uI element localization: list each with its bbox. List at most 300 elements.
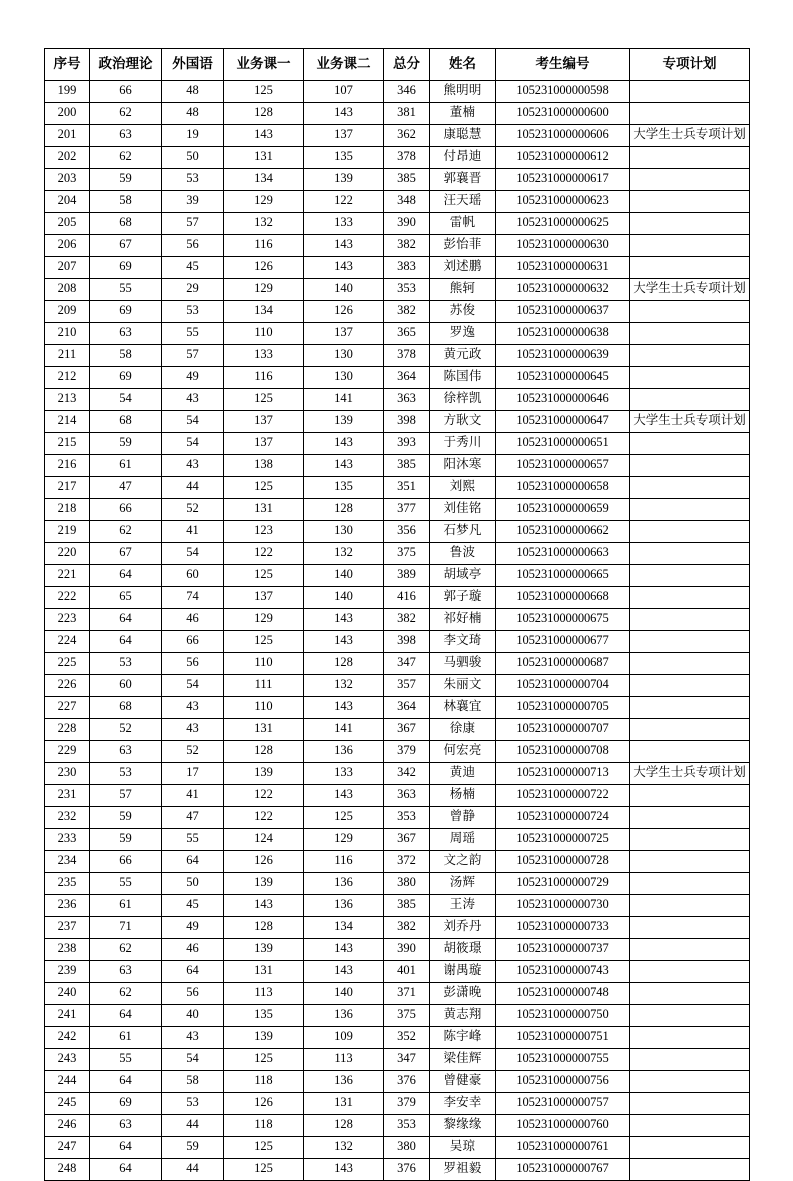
cell-total: 385 [384,169,430,191]
cell-exam-no: 105231000000617 [496,169,630,191]
cell-foreign: 53 [162,169,224,191]
cell-major1: 131 [224,147,304,169]
column-header-plan: 专项计划 [630,49,750,81]
cell-foreign: 44 [162,1115,224,1137]
cell-politics: 63 [90,125,162,147]
cell-major2: 137 [304,323,384,345]
cell-foreign: 74 [162,587,224,609]
table-row [45,455,750,477]
cell-name: 文之韵 [430,851,496,873]
cell-name: 刘熙 [430,477,496,499]
cell-seq: 240 [45,983,90,1005]
cell-plan [630,807,750,829]
table-row [45,389,750,411]
cell-politics: 55 [90,1049,162,1071]
cell-name: 熊轲 [430,279,496,301]
cell-exam-no: 105231000000748 [496,983,630,1005]
table-row [45,1159,750,1181]
table-row [45,851,750,873]
table-row [45,433,750,455]
column-header-major1: 业务课一 [224,49,304,81]
cell-major1: 129 [224,609,304,631]
cell-foreign: 56 [162,983,224,1005]
cell-seq: 205 [45,213,90,235]
cell-major1: 128 [224,917,304,939]
cell-total: 382 [384,609,430,631]
table-row [45,675,750,697]
cell-total: 371 [384,983,430,1005]
cell-major2: 109 [304,1027,384,1049]
cell-exam-no: 105231000000687 [496,653,630,675]
cell-foreign: 48 [162,81,224,103]
cell-major2: 135 [304,147,384,169]
cell-total: 362 [384,125,430,147]
cell-major1: 125 [224,631,304,653]
cell-major2: 107 [304,81,384,103]
table-row [45,939,750,961]
cell-foreign: 49 [162,917,224,939]
cell-foreign: 60 [162,565,224,587]
cell-major2: 143 [304,103,384,125]
cell-foreign: 57 [162,213,224,235]
table-row [45,147,750,169]
cell-plan [630,1027,750,1049]
cell-seq: 246 [45,1115,90,1137]
cell-major1: 118 [224,1071,304,1093]
cell-name: 方耿文 [430,411,496,433]
cell-major2: 140 [304,565,384,587]
cell-name: 郭襄晋 [430,169,496,191]
table-row [45,697,750,719]
cell-exam-no: 105231000000668 [496,587,630,609]
table-row [45,1027,750,1049]
cell-politics: 62 [90,983,162,1005]
cell-plan [630,455,750,477]
cell-major2: 141 [304,719,384,741]
cell-exam-no: 105231000000598 [496,81,630,103]
cell-total: 375 [384,543,430,565]
table-row [45,279,750,301]
cell-politics: 69 [90,301,162,323]
cell-name: 曾静 [430,807,496,829]
cell-foreign: 66 [162,631,224,653]
cell-plan: 大学生士兵专项计划 [630,763,750,785]
cell-politics: 68 [90,411,162,433]
table-row [45,169,750,191]
cell-politics: 53 [90,763,162,785]
cell-major2: 141 [304,389,384,411]
cell-total: 385 [384,455,430,477]
cell-major1: 125 [224,565,304,587]
cell-name: 林襄宜 [430,697,496,719]
cell-total: 347 [384,653,430,675]
table-row [45,807,750,829]
column-header-foreign: 外国语 [162,49,224,81]
cell-seq: 202 [45,147,90,169]
cell-plan: 大学生士兵专项计划 [630,279,750,301]
cell-major2: 136 [304,1071,384,1093]
cell-major1: 125 [224,389,304,411]
table-row [45,125,750,147]
table-row [45,741,750,763]
cell-exam-no: 105231000000737 [496,939,630,961]
cell-major2: 143 [304,433,384,455]
cell-plan [630,147,750,169]
cell-major2: 133 [304,213,384,235]
cell-major2: 128 [304,1115,384,1137]
cell-exam-no: 105231000000708 [496,741,630,763]
cell-politics: 61 [90,895,162,917]
cell-name: 朱丽文 [430,675,496,697]
cell-foreign: 43 [162,697,224,719]
cell-major1: 125 [224,477,304,499]
cell-plan [630,939,750,961]
cell-exam-no: 105231000000647 [496,411,630,433]
cell-total: 376 [384,1159,430,1181]
cell-foreign: 54 [162,411,224,433]
table-row [45,873,750,895]
cell-exam-no: 105231000000639 [496,345,630,367]
table-row [45,785,750,807]
cell-name: 苏俊 [430,301,496,323]
cell-politics: 65 [90,587,162,609]
table-row [45,1137,750,1159]
cell-major2: 140 [304,587,384,609]
cell-major2: 130 [304,367,384,389]
cell-name: 胡域亭 [430,565,496,587]
cell-major1: 131 [224,719,304,741]
cell-politics: 64 [90,631,162,653]
cell-plan [630,389,750,411]
cell-exam-no: 105231000000651 [496,433,630,455]
cell-major2: 128 [304,653,384,675]
cell-exam-no: 105231000000659 [496,499,630,521]
table-row [45,235,750,257]
table-row [45,367,750,389]
column-header-major2: 业务课二 [304,49,384,81]
cell-major2: 125 [304,807,384,829]
cell-name: 于秀川 [430,433,496,455]
cell-foreign: 54 [162,675,224,697]
cell-major2: 143 [304,697,384,719]
cell-major1: 134 [224,301,304,323]
cell-total: 393 [384,433,430,455]
cell-total: 372 [384,851,430,873]
table-row [45,609,750,631]
cell-major2: 132 [304,675,384,697]
cell-plan [630,587,750,609]
cell-plan [630,81,750,103]
cell-total: 364 [384,697,430,719]
cell-politics: 63 [90,323,162,345]
cell-foreign: 41 [162,785,224,807]
cell-name: 刘佳铭 [430,499,496,521]
cell-major1: 143 [224,125,304,147]
cell-total: 385 [384,895,430,917]
table-row [45,191,750,213]
cell-exam-no: 105231000000761 [496,1137,630,1159]
cell-plan [630,477,750,499]
cell-politics: 52 [90,719,162,741]
cell-major2: 134 [304,917,384,939]
cell-seq: 244 [45,1071,90,1093]
cell-foreign: 45 [162,257,224,279]
cell-plan [630,301,750,323]
cell-name: 周瑶 [430,829,496,851]
cell-name: 石梦凡 [430,521,496,543]
cell-total: 351 [384,477,430,499]
cell-politics: 61 [90,455,162,477]
cell-major1: 133 [224,345,304,367]
cell-exam-no: 105231000000612 [496,147,630,169]
cell-exam-no: 105231000000645 [496,367,630,389]
table-header-row [45,49,750,81]
cell-politics: 60 [90,675,162,697]
cell-foreign: 56 [162,235,224,257]
cell-seq: 243 [45,1049,90,1071]
cell-seq: 208 [45,279,90,301]
cell-foreign: 19 [162,125,224,147]
cell-seq: 201 [45,125,90,147]
cell-seq: 224 [45,631,90,653]
cell-major1: 139 [224,939,304,961]
cell-name: 马驷骏 [430,653,496,675]
cell-politics: 69 [90,367,162,389]
cell-total: 352 [384,1027,430,1049]
cell-total: 363 [384,785,430,807]
cell-name: 罗逸 [430,323,496,345]
cell-foreign: 46 [162,609,224,631]
cell-plan [630,169,750,191]
cell-name: 黎缘缘 [430,1115,496,1137]
table-row [45,565,750,587]
table-row [45,1115,750,1137]
cell-plan [630,1115,750,1137]
table-row [45,961,750,983]
cell-plan [630,213,750,235]
cell-major1: 139 [224,1027,304,1049]
cell-seq: 236 [45,895,90,917]
cell-exam-no: 105231000000663 [496,543,630,565]
cell-foreign: 52 [162,499,224,521]
cell-major1: 113 [224,983,304,1005]
cell-foreign: 54 [162,433,224,455]
cell-exam-no: 105231000000632 [496,279,630,301]
cell-seq: 207 [45,257,90,279]
cell-name: 黄元政 [430,345,496,367]
cell-name: 熊明明 [430,81,496,103]
cell-major2: 143 [304,631,384,653]
cell-exam-no: 105231000000675 [496,609,630,631]
cell-plan [630,1049,750,1071]
cell-seq: 210 [45,323,90,345]
cell-total: 353 [384,279,430,301]
cell-exam-no: 105231000000704 [496,675,630,697]
cell-plan [630,631,750,653]
cell-foreign: 59 [162,1137,224,1159]
cell-politics: 58 [90,191,162,213]
cell-name: 杨楠 [430,785,496,807]
cell-plan: 大学生士兵专项计划 [630,411,750,433]
cell-total: 390 [384,939,430,961]
cell-major1: 125 [224,1137,304,1159]
cell-name: 胡筱璟 [430,939,496,961]
table-row [45,1005,750,1027]
cell-major2: 135 [304,477,384,499]
cell-seq: 242 [45,1027,90,1049]
cell-exam-no: 105231000000623 [496,191,630,213]
cell-major2: 136 [304,1005,384,1027]
cell-name: 黄志翔 [430,1005,496,1027]
cell-total: 381 [384,103,430,125]
cell-major1: 137 [224,433,304,455]
cell-seq: 227 [45,697,90,719]
cell-plan [630,235,750,257]
cell-total: 364 [384,367,430,389]
cell-politics: 66 [90,81,162,103]
cell-seq: 206 [45,235,90,257]
cell-politics: 68 [90,697,162,719]
cell-foreign: 29 [162,279,224,301]
cell-name: 彭潇晚 [430,983,496,1005]
cell-total: 375 [384,1005,430,1027]
cell-seq: 204 [45,191,90,213]
cell-plan [630,433,750,455]
cell-total: 342 [384,763,430,785]
cell-seq: 212 [45,367,90,389]
column-header-exam-no: 考生编号 [496,49,630,81]
cell-seq: 222 [45,587,90,609]
cell-exam-no: 105231000000728 [496,851,630,873]
cell-foreign: 47 [162,807,224,829]
cell-seq: 234 [45,851,90,873]
table-row [45,477,750,499]
cell-exam-no: 105231000000630 [496,235,630,257]
cell-total: 357 [384,675,430,697]
cell-plan: 大学生士兵专项计划 [630,125,750,147]
cell-plan [630,1093,750,1115]
table-header [45,49,750,81]
cell-foreign: 53 [162,301,224,323]
cell-politics: 64 [90,1005,162,1027]
cell-exam-no: 105231000000757 [496,1093,630,1115]
cell-total: 378 [384,345,430,367]
cell-seq: 213 [45,389,90,411]
cell-seq: 214 [45,411,90,433]
cell-plan [630,873,750,895]
cell-major1: 116 [224,235,304,257]
cell-politics: 62 [90,147,162,169]
column-header-seq: 序号 [45,49,90,81]
cell-major1: 111 [224,675,304,697]
cell-plan [630,961,750,983]
cell-plan [630,1137,750,1159]
cell-total: 365 [384,323,430,345]
column-header-name: 姓名 [430,49,496,81]
cell-major1: 137 [224,587,304,609]
cell-total: 346 [384,81,430,103]
cell-name: 雷帆 [430,213,496,235]
cell-major1: 138 [224,455,304,477]
cell-politics: 63 [90,741,162,763]
cell-foreign: 44 [162,477,224,499]
cell-name: 董楠 [430,103,496,125]
cell-politics: 67 [90,543,162,565]
cell-exam-no: 105231000000729 [496,873,630,895]
cell-total: 380 [384,1137,430,1159]
cell-exam-no: 105231000000658 [496,477,630,499]
cell-total: 401 [384,961,430,983]
cell-foreign: 50 [162,147,224,169]
cell-seq: 245 [45,1093,90,1115]
cell-exam-no: 105231000000631 [496,257,630,279]
cell-foreign: 40 [162,1005,224,1027]
cell-seq: 247 [45,1137,90,1159]
cell-name: 刘述鹏 [430,257,496,279]
cell-plan [630,983,750,1005]
cell-major2: 143 [304,785,384,807]
cell-major2: 131 [304,1093,384,1115]
cell-major1: 126 [224,851,304,873]
cell-foreign: 57 [162,345,224,367]
cell-seq: 220 [45,543,90,565]
cell-seq: 200 [45,103,90,125]
table-row [45,587,750,609]
cell-seq: 235 [45,873,90,895]
cell-politics: 66 [90,499,162,521]
cell-total: 379 [384,741,430,763]
cell-name: 付昂迪 [430,147,496,169]
cell-plan [630,323,750,345]
cell-exam-no: 105231000000713 [496,763,630,785]
cell-total: 347 [384,1049,430,1071]
cell-exam-no: 105231000000707 [496,719,630,741]
cell-politics: 68 [90,213,162,235]
cell-plan [630,1071,750,1093]
cell-foreign: 46 [162,939,224,961]
cell-major1: 128 [224,741,304,763]
cell-major2: 136 [304,741,384,763]
cell-plan [630,609,750,631]
cell-seq: 238 [45,939,90,961]
cell-major1: 128 [224,103,304,125]
cell-politics: 62 [90,939,162,961]
cell-politics: 61 [90,1027,162,1049]
table-row [45,543,750,565]
cell-politics: 64 [90,1137,162,1159]
cell-plan [630,521,750,543]
cell-politics: 55 [90,279,162,301]
cell-plan [630,499,750,521]
table-row [45,719,750,741]
cell-plan [630,1005,750,1027]
cell-major2: 132 [304,1137,384,1159]
cell-seq: 232 [45,807,90,829]
cell-seq: 217 [45,477,90,499]
cell-seq: 233 [45,829,90,851]
cell-major2: 130 [304,345,384,367]
cell-politics: 58 [90,345,162,367]
cell-name: 彭怡菲 [430,235,496,257]
cell-total: 376 [384,1071,430,1093]
cell-name: 鲁波 [430,543,496,565]
cell-seq: 225 [45,653,90,675]
cell-politics: 69 [90,1093,162,1115]
cell-name: 祁好楠 [430,609,496,631]
cell-major2: 126 [304,301,384,323]
cell-politics: 59 [90,433,162,455]
cell-name: 刘乔丹 [430,917,496,939]
